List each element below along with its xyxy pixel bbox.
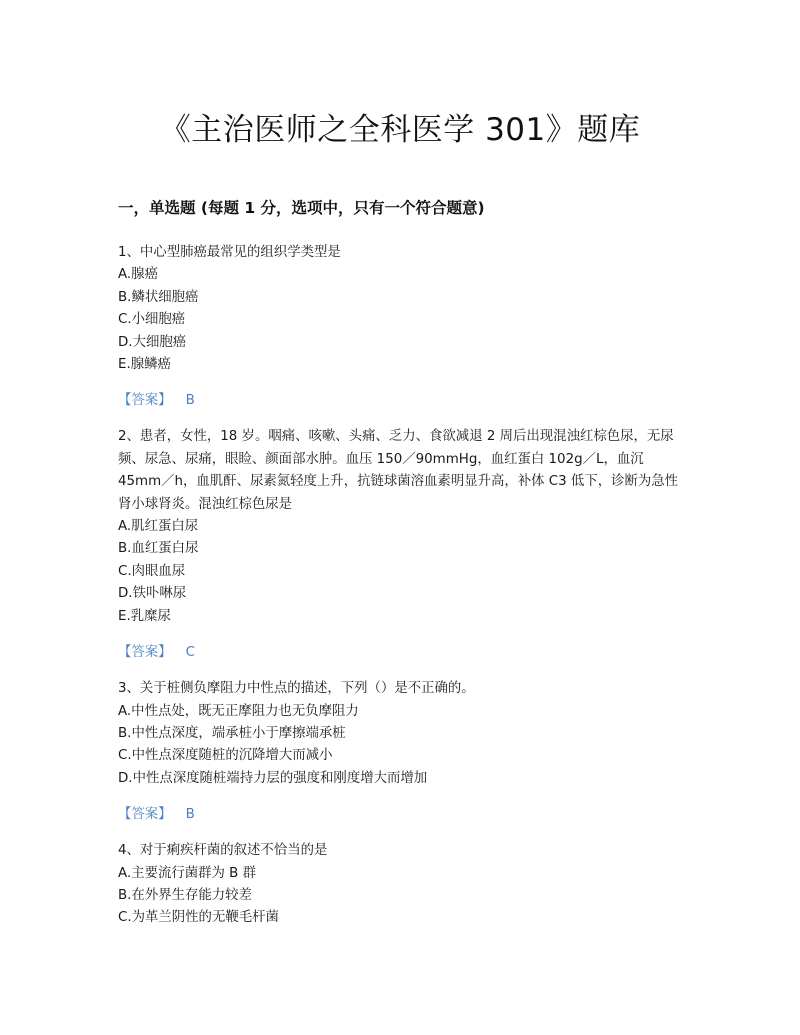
option-c: C.为革兰阴性的无鞭毛杆菌 (118, 910, 279, 926)
option-a: A.腺癌 (118, 267, 158, 283)
question-text: 2、患者，女性，18 岁。咽痛、咳嗽、头痛、乏力、食欲减退 2 周后出现混浊红棕色尿，无尿频、尿急、尿痛，眼睑、颜面部水肿。血压 150／90mmHg，血红蛋白 102g／L，血沉 45mm／h，血肌酐、尿素氮轻度上升，抗链球菌溶血素明显升高，补体 C3 低下，诊断为急性肾小球肾炎。混浊红棕色尿是 (118, 429, 679, 512)
question-text: 3、关于桩侧负摩阻力中性点的描述，下列（）是不正确的。 (118, 681, 475, 697)
answer-tag: 【答案】 (118, 393, 172, 409)
option-c: C.中性点深度随桩的沉降增大而减小 (118, 748, 333, 764)
option-b: B.血红蛋白尿 (118, 541, 199, 557)
option-b: B.中性点深度，端承桩小于摩擦端承桩 (118, 725, 346, 741)
question-text: 1、中心型肺癌最常见的组织学类型是 (118, 245, 341, 260)
section-heading: 一，单选题 (每题 1 分，选项中，只有一个符合题意) (118, 199, 485, 217)
option-a: A.主要流行菌群为 B 群 (118, 865, 257, 881)
answer-value: C (185, 645, 195, 661)
question-text: 4、对于痢疾杆菌的叙述不恰当的是 (118, 843, 328, 859)
option-a: A.中性点处，既无正摩阻力也无负摩阻力 (118, 703, 359, 719)
question-list (118, 242, 688, 930)
answer-tag: 【答案】 (118, 807, 172, 823)
option-e: E.乳糜尿 (118, 608, 171, 624)
answer-value: B (185, 807, 195, 823)
question-3 (118, 678, 688, 826)
document-title: 《主治医师之全科医学 301》题库 (159, 112, 641, 148)
question-2 (118, 426, 688, 664)
answer-tag: 【答案】 (118, 645, 172, 661)
answer-line (118, 642, 688, 664)
option-e: E.腺鳞癌 (118, 357, 171, 373)
option-d: D.中性点深度随桩端持力层的强度和刚度增大而增加 (118, 770, 428, 786)
answer-line (118, 804, 688, 826)
option-c: C.肉眼血尿 (118, 563, 186, 579)
answer-value: B (185, 393, 195, 409)
option-b: B.在外界生存能力较差 (118, 887, 252, 903)
option-d: D.大细胞癌 (118, 334, 187, 350)
option-d: D.铁卟啉尿 (118, 586, 187, 602)
option-b: B.鳞状细胞癌 (118, 289, 199, 305)
question-4 (118, 840, 688, 930)
question-1 (118, 242, 688, 412)
answer-line (118, 390, 688, 412)
option-c: C.小细胞癌 (118, 312, 186, 328)
option-a: A.肌红蛋白尿 (118, 519, 199, 535)
